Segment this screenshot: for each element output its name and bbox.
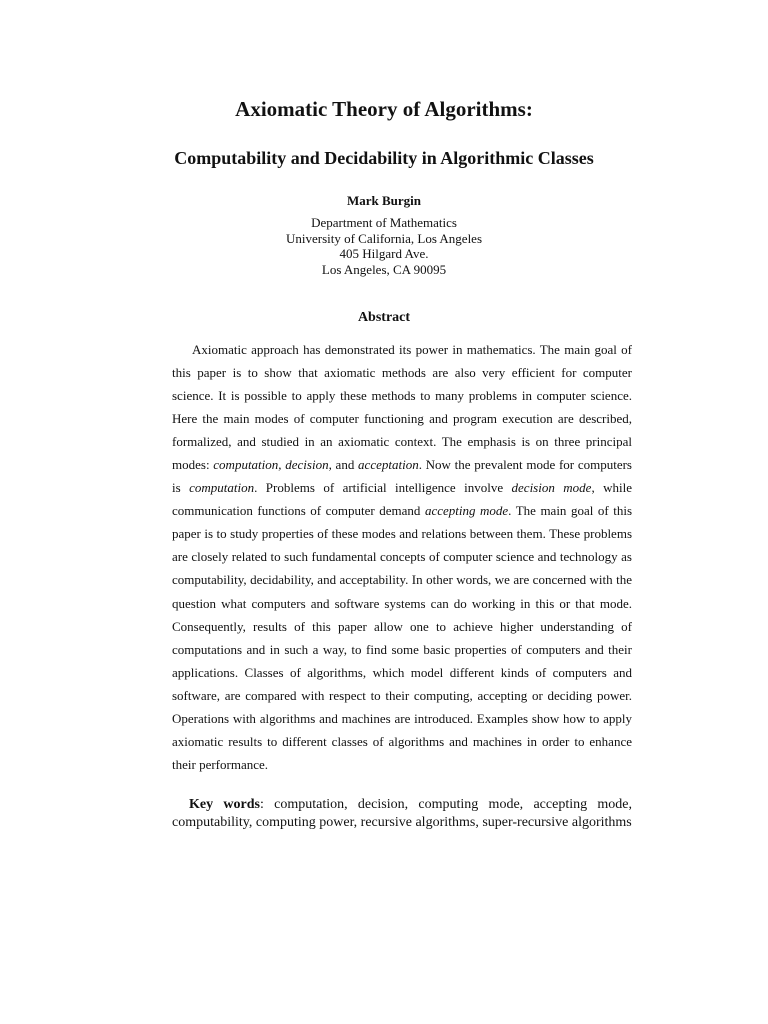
abstract-term-computation-decision: computation, decision, <box>213 457 332 473</box>
affiliation-street: 405 Hilgard Ave. <box>339 246 429 261</box>
affiliation-department: Department of Mathematics <box>311 215 457 230</box>
abstract-text: Axiomatic approach has demonstrated its power in mathematics. The main goal of this paper is to show that axiomatic methods are also very efficient for computer science. It is possible to apply these methods to many problems in computer science. Here the main modes of computer functioning and program execution are described, formalized, and studied in an axiomatic context. The emphasis is on three principal modes: <box>172 342 632 473</box>
keywords-paragraph <box>172 796 632 831</box>
affiliation-university: University of California, Los Angeles <box>285 230 483 246</box>
affiliation-city: Los Angeles, CA 90095 <box>321 261 447 277</box>
abstract-term-decision-mode: decision mode <box>511 480 592 496</box>
abstract-text: and <box>331 457 359 473</box>
abstract-term-computation: computation <box>189 480 255 496</box>
keywords-label: Key words <box>189 797 260 812</box>
paper-subtitle: Computability and Decidability in Algorithmic Classes <box>174 148 594 168</box>
paper-title: Axiomatic Theory of Algorithms: <box>235 97 533 121</box>
abstract-text: . Problems of artificial intelligence involve <box>254 480 512 496</box>
abstract-paragraph <box>172 338 632 776</box>
abstract-term-accepting-mode: accepting mode <box>424 503 509 519</box>
abstract-text: . Now the prevalent mode for computers is <box>172 457 632 496</box>
abstract-term-acceptation: acceptation <box>358 457 419 473</box>
keywords-list: : computation, decision, computing mode, accepting mode, computability, computing power, recursive algorithms, super-recursive algorithms <box>172 797 632 830</box>
abstract-heading: Abstract <box>357 310 411 325</box>
author-name: Mark Burgin <box>346 193 422 208</box>
author-affiliation <box>0 215 768 277</box>
abstract-text: . The main goal of this paper is to study properties of these modes and relations between them. These problems are closely related to such fundamental concepts of computer science and technology as computability, decidability, and acceptability. In other words, we are concerned with the question what computers and software systems can do working in this or that mode. Consequently, results of this paper allow one to achieve higher understanding of computations and in such a way, to find some basic properties of computers and their applications. Classes of algorithms, which model different kinds of computers and software, are compared with respect to their computing, accepting or deciding power. Operations with algorithms and machines are introduced. Examples show how to apply axiomatic results to different classes of algorithms and machines in order to enhance their performance. <box>172 503 632 772</box>
abstract-text: , while communication functions of computer demand <box>172 480 633 519</box>
